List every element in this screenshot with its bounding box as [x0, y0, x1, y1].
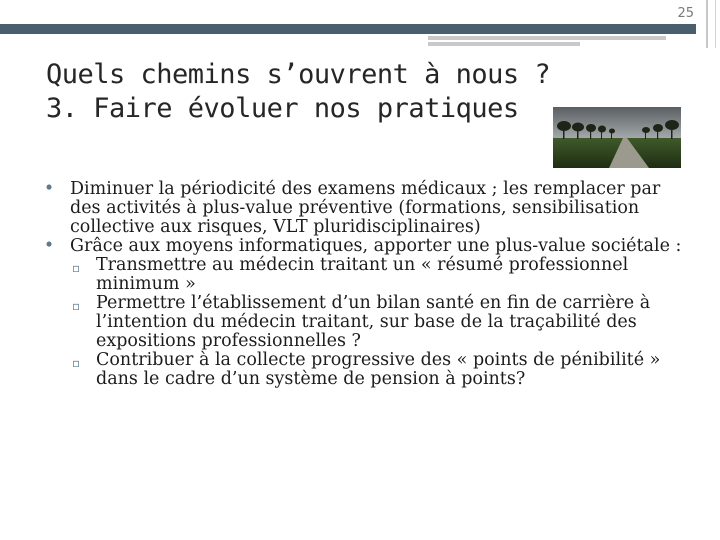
tree-lined-path-photo	[553, 107, 681, 168]
bullet-list	[28, 180, 688, 389]
decorative-vertical-rule	[706, 0, 708, 48]
sub-bullet-text: Permettre l’établissement d’un bilan santé en fin de carrière à l’intention du médecin traitant, sur base de la traçabilité des expositions professionnelles ?	[96, 293, 651, 351]
sub-bullet-text: Transmettre au médecin traitant un « résumé professionnel minimum »	[96, 255, 629, 294]
sub-bullet-text: Contribuer à la collecte progressive des « points de pénibilité » dans le cadre d’un système de pension à points?	[96, 350, 661, 389]
bullet-text: Grâce aux moyens informatiques, apporter une plus-value sociétale :	[70, 236, 682, 256]
bullet-item	[28, 237, 688, 256]
sub-bullet-item	[28, 351, 688, 389]
page-number: 25	[677, 6, 694, 21]
bullet-item	[28, 180, 688, 237]
sub-bullet-marker: ▫	[72, 299, 81, 313]
title-line-2: 3. Faire évoluer nos pratiques	[46, 93, 519, 124]
slide-title	[46, 58, 550, 126]
sub-bullet-marker: ▫	[72, 261, 81, 275]
sub-bullet-marker: ▫	[72, 356, 81, 370]
header-bar	[0, 24, 696, 34]
sub-bullet-item	[28, 256, 688, 294]
title-line-1: Quels chemins s’ouvrent à nous ?	[46, 59, 551, 90]
bullet-marker: •	[43, 179, 55, 199]
header-accent-rule-short	[428, 42, 580, 46]
bullet-text: Diminuer la périodicité des examens médicaux ; les remplacer par des activités à plus-value préventive (formations, sensibilisation collective aux risques, VLT pluridisciplinaires)	[70, 179, 661, 237]
decorative-vertical-rule-thin	[715, 0, 716, 48]
sub-bullet-item	[28, 294, 688, 351]
bullet-marker: •	[43, 236, 55, 256]
header-accent-rule	[428, 36, 666, 40]
